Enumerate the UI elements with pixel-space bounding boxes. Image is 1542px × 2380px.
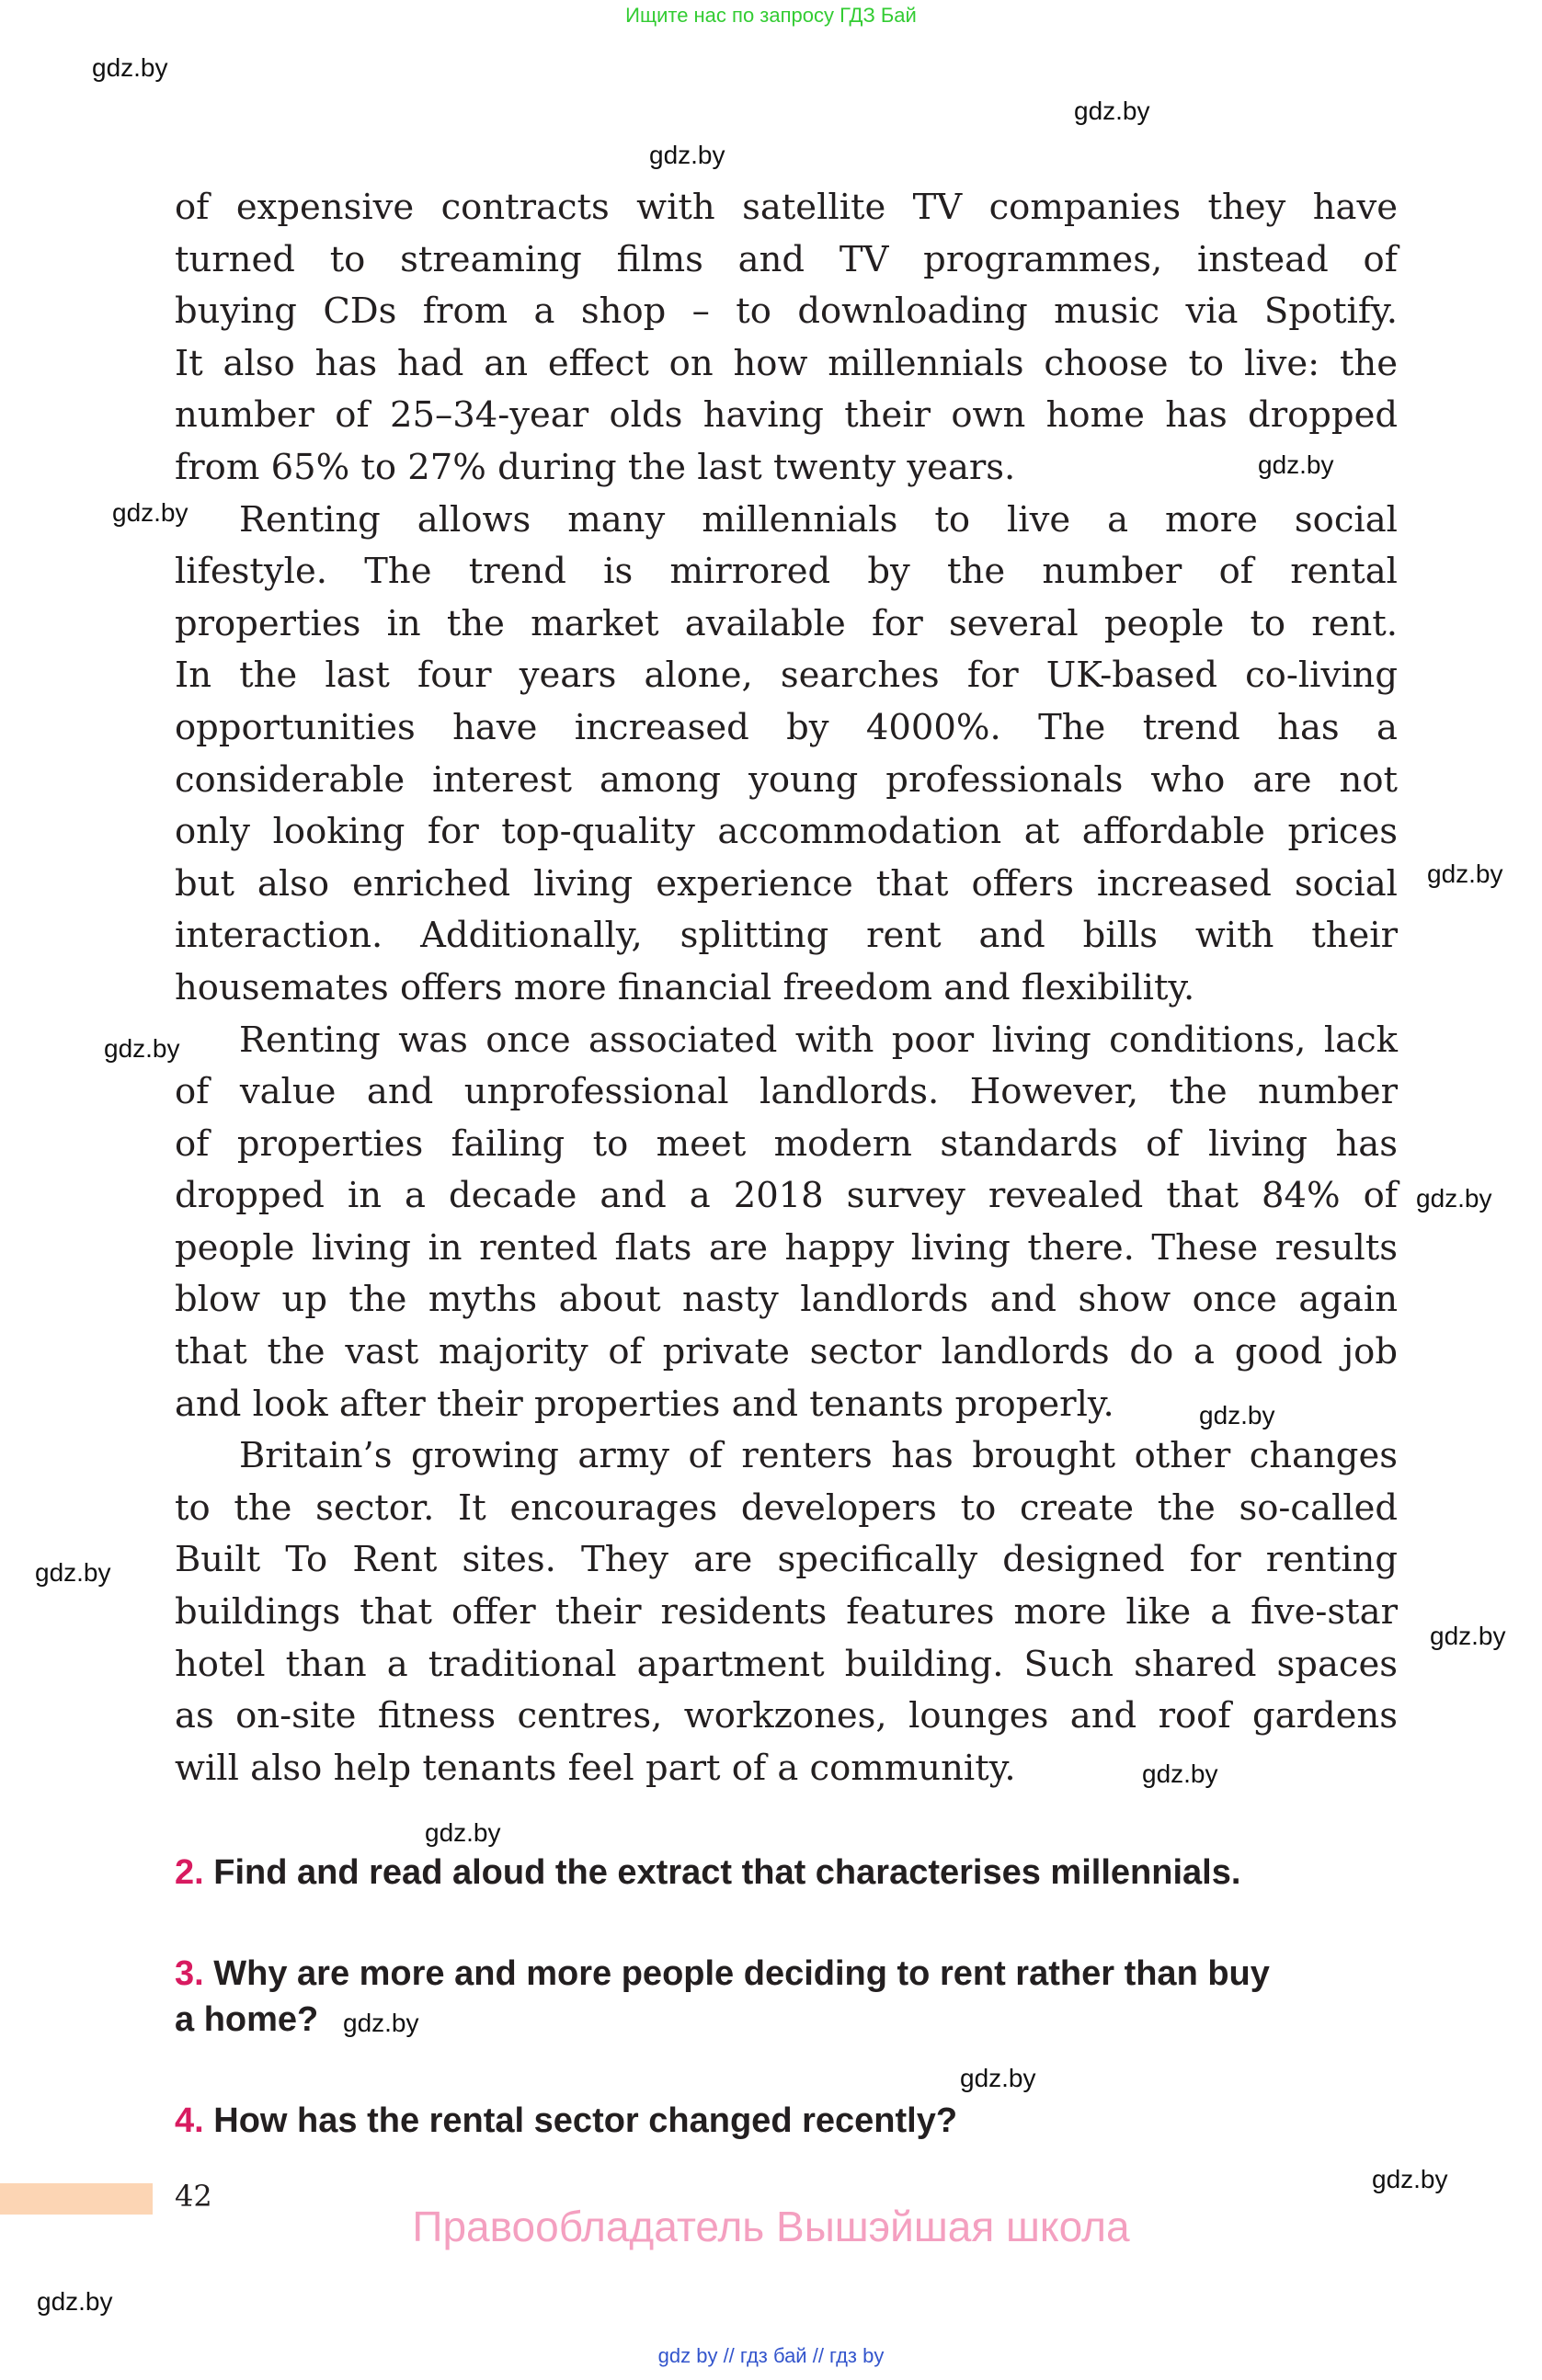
text-line: interaction. Additionally, splitting rent and bills with their	[175, 915, 1398, 957]
question-number: 4.	[175, 2101, 204, 2140]
question-number: 2.	[175, 1853, 204, 1892]
watermark: gdz.by	[1258, 450, 1334, 479]
watermark: gdz.by	[1416, 1184, 1492, 1213]
text-line: Built To Rent sites. They are specifically designed for renting	[175, 1539, 1398, 1581]
question-text-cont: a home?	[175, 2000, 319, 2039]
question-3	[175, 1951, 1407, 2043]
text-line: of properties failing to meet modern standards of living has	[175, 1122, 1398, 1165]
watermark: gdz.by	[1142, 1759, 1218, 1788]
watermark: gdz.by	[343, 2009, 419, 2037]
watermark: gdz.by	[37, 2287, 113, 2316]
copyright-notice: Правообладатель Вышэйшая школа	[412, 2203, 1130, 2250]
watermark: gdz.by	[92, 53, 168, 82]
watermark: gdz.by	[1199, 1401, 1275, 1429]
text-line: as on-site fitness centres, workzones, lounges and roof gardens	[175, 1695, 1398, 1737]
page-number: 42	[175, 2179, 212, 2214]
watermark: gdz.by	[425, 1818, 501, 1847]
text-line: Britain’s growing army of renters has brought other changes	[239, 1435, 1398, 1477]
text-line: opportunities have increased by 4000%. The trend has a	[175, 706, 1398, 748]
question-number: 3.	[175, 1954, 204, 1993]
text-line: blow up the myths about nasty landlords and show once again	[175, 1279, 1398, 1321]
text-line: that the vast majority of private sector landlords do a good job	[175, 1331, 1398, 1373]
question-2	[175, 1850, 1407, 1896]
text-line: of value and unprofessional landlords. However, the number	[175, 1071, 1398, 1113]
text-line: dropped in a decade and a 2018 survey revealed that 84% of	[175, 1175, 1398, 1217]
text-line: Renting was once associated with poor living conditions, lack	[239, 1019, 1398, 1061]
text-line: buying CDs from a shop – to downloading music via Spotify.	[175, 290, 1398, 333]
text-line: will also help tenants feel part of a community.	[175, 1747, 1016, 1789]
watermark: gdz.by	[1372, 2165, 1448, 2193]
top-banner[interactable]: Ищите нас по запросу ГДЗ Бай	[625, 4, 917, 27]
text-line: It also has had an effect on how millennials choose to live: the	[175, 342, 1398, 384]
question-4	[175, 2098, 1407, 2144]
watermark: gdz.by	[649, 141, 725, 169]
text-line: housemates offers more financial freedom and flexibility.	[175, 966, 1195, 1008]
watermark: gdz.by	[1074, 97, 1150, 125]
text-line: Renting allows many millennials to live a more social	[239, 498, 1398, 541]
text-line: only looking for top-quality accommodation at affordable prices	[175, 811, 1398, 853]
article-body	[175, 182, 1398, 1794]
text-line: hotel than a traditional apartment building. Such shared spaces	[175, 1643, 1398, 1685]
question-text: How has the rental sector changed recently?	[213, 2101, 958, 2140]
watermark: gdz.by	[960, 2064, 1036, 2092]
text-line: considerable interest among young professionals who are not	[175, 758, 1398, 801]
text-line: people living in rented flats are happy living there. These results	[175, 1226, 1398, 1269]
watermark: gdz.by	[35, 1558, 111, 1587]
text-line: buildings that offer their residents features more like a five-star	[175, 1591, 1398, 1634]
watermark: gdz.by	[112, 498, 188, 527]
text-line: but also enriched living experience that offers increased social	[175, 862, 1398, 905]
bottom-banner[interactable]: gdz by // гдз бай // гдз by	[657, 2344, 885, 2367]
watermark: gdz.by	[104, 1034, 180, 1063]
text-line: of expensive contracts with satellite TV companies they have	[175, 187, 1398, 228]
text-line: to the sector. It encourages developers to create the so-called	[175, 1486, 1398, 1529]
question-text: Why are more and more people deciding to rent rather than buy	[213, 1954, 1270, 1993]
watermark: gdz.by	[1430, 1622, 1506, 1650]
text-line: turned to streaming films and TV programmes, instead of	[175, 238, 1398, 280]
text-line: and look after their properties and tenants properly.	[175, 1383, 1114, 1425]
text-line: number of 25–34-year olds having their own home has dropped	[175, 394, 1398, 437]
watermark: gdz.by	[1427, 860, 1503, 888]
question-text: Find and read aloud the extract that characterises millennials.	[213, 1853, 1241, 1892]
text-line: from 65% to 27% during the last twenty years.	[175, 446, 1016, 488]
text-line: properties in the market available for several people to rent.	[175, 602, 1398, 644]
text-line: In the last four years alone, searches for UK-based co-living	[175, 655, 1398, 697]
text-line: lifestyle. The trend is mirrored by the number of rental	[175, 551, 1398, 593]
